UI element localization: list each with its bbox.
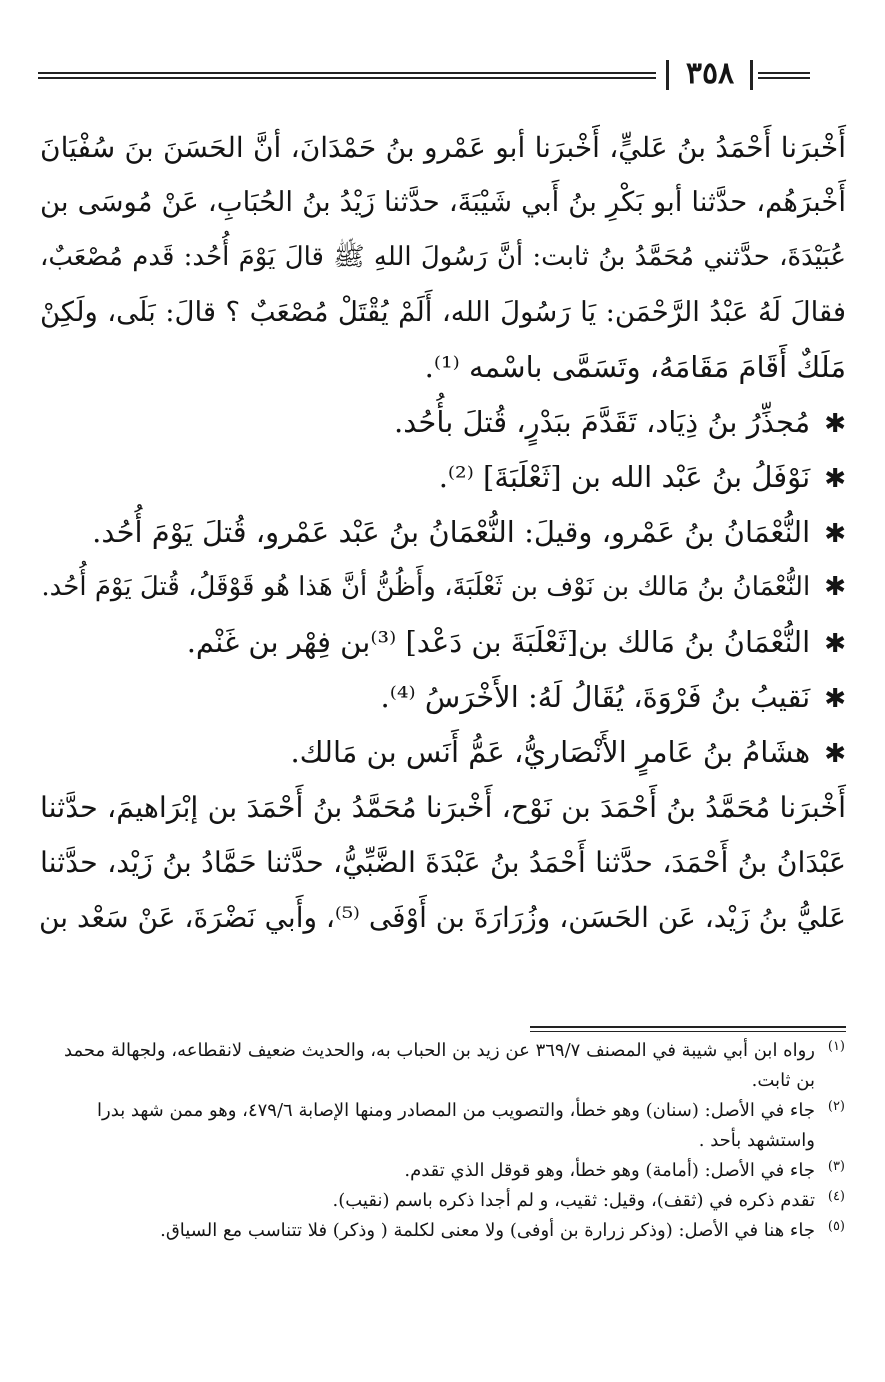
bulleted-entry [40, 560, 846, 615]
bulleted-entry [40, 395, 846, 450]
line-text: النُّعْمَانُ بنُ مَالك بن نَوْف بن ثَعْلَبَةَ، وأَظُنُّ أنَّ هَذا هُو قَوْقَلُ، قُتلَ يَوْمَ أُحُد. [41, 572, 811, 602]
asterisk-bullet-icon: ✱ [824, 629, 846, 659]
line-text: النُّعْمَانُ بنُ مَالك بن[ثَعْلَبَةَ بن دَعْد] ⁽³⁾بن فِهْر بن غَنْم. [186, 625, 811, 659]
text-line [40, 285, 846, 340]
footnote [40, 1036, 845, 1096]
footnote-number: (١) [827, 1039, 845, 1054]
bulleted-entry [40, 615, 846, 670]
text-line [40, 780, 846, 835]
footnote-text: جاء في الأصل: (أمامة) وهو خطأ، وهو قوقل الذي تقدم. [404, 1160, 815, 1181]
asterisk-bullet-icon: ✱ [824, 409, 846, 439]
asterisk-bullet-icon: ✱ [824, 684, 846, 714]
line-text: أَخْبرَهُم، حدَّثنا أبو بَكْرِ بنُ أَبي شَيْبَةَ، حدَّثنا زَيْدُ بنُ الحُبَابِ، عَنْ مُوسَى بن [40, 186, 846, 218]
line-text: عَبْدَانُ بنُ أَحْمَدَ، حدَّثنا أَحْمَدُ بنُ عَبْدَةَ الضَّبِّيُّ، حدَّثنا حَمَّادُ بنُ زَيْد، حدَّثنا [40, 846, 846, 879]
line-text: النُّعْمَانُ بنُ عَمْرو، وقيلَ: النُّعْمَانُ بنُ عَبْد عَمْرو، قُتلَ يَوْمَ أُحُد. [92, 515, 811, 549]
footnote-number: (٤) [827, 1189, 845, 1204]
line-text: نَوْفَلُ بنُ عَبْد الله بن [ثَعْلَبَةَ] ⁽²⁾. [438, 460, 811, 494]
footnote-separator [530, 1026, 846, 1032]
line-text: عَليُّ بنُ زَيْد، عَن الحَسَن، وزُرَارَةَ بن أَوْفَى ⁽⁵⁾، وأَبي نَضْرَةَ، عَنْ سَعْد بن [38, 901, 846, 934]
asterisk-bullet-icon: ✱ [824, 519, 846, 549]
line-text: مُجذِّرُ بنُ ذِيَاد، تَقَدَّمَ ببَدْرٍ، قُتلَ بأُحُد. [393, 405, 811, 439]
page-number: ٣٥٨ [685, 56, 735, 91]
text-line [40, 230, 846, 285]
bulleted-entry [40, 505, 846, 560]
header-tick-right [750, 60, 753, 90]
bulleted-entry [40, 725, 846, 780]
line-text: فقالَ لَهُ عَبْدُ الرَّحْمَن: يَا رَسُولَ الله، أَلَمْ يُقْتَلْ مُصْعَبٌ ؟ قالَ: بَلَى، ولَكِنْ [40, 296, 846, 328]
footnote-number: (٥) [827, 1219, 845, 1234]
footnote [40, 1216, 845, 1246]
line-text: أَخْبرَنا مُحَمَّدُ بنُ أَحْمَدَ بن نَوْح، أَخْبرَنا مُحَمَّدُ بنُ أَحْمَدَ بن إبْرَاهيمَ، حدَّثنا [40, 791, 846, 824]
line-text: نَقيبُ بنُ فَرْوَةَ، يُقَالُ لَهُ: الأَخْرَسُ ⁽⁴⁾. [380, 680, 811, 714]
bulleted-entry [40, 670, 846, 725]
line-text: أَخْبرَنا أَحْمَدُ بنُ عَليٍّ، أَخْبرَنا أبو عَمْرو بنُ حَمْدَانَ، أنَّ الحَسَنَ بنَ سُفْيَانَ [40, 131, 846, 164]
header-tick-left [666, 60, 669, 90]
bulleted-entry [40, 450, 846, 505]
header-rule-right [758, 72, 810, 79]
text-line [40, 175, 846, 230]
asterisk-bullet-icon: ✱ [824, 572, 846, 602]
footnote-text: جاء في الأصل: (سنان) وهو خطأ، والتصويب من المصادر ومنها الإصابة ٤٧٩/٦، وهو ممن شهد بدرا واستشهد بأحد . [97, 1100, 815, 1151]
footnotes [40, 1036, 845, 1246]
text-line [40, 340, 846, 395]
main-text [40, 120, 846, 945]
asterisk-bullet-icon: ✱ [824, 464, 846, 494]
line-text: هشَامُ بنُ عَامرٍ الأَنْصَاريُّ، عَمُّ أَنَس بن مَالك. [290, 735, 811, 769]
text-line [40, 835, 846, 890]
footnote [40, 1186, 845, 1216]
text-line [40, 120, 846, 175]
footnote-text: تقدم ذكره في (ثقف)، وقيل: ثقيب، و لم أجدا ذكره باسم (نقيب). [332, 1190, 815, 1211]
asterisk-bullet-icon: ✱ [824, 739, 846, 769]
footnote-text: رواه ابن أبي شيبة في المصنف ٣٦٩/٧ عن زيد بن الحباب به، والحديث ضعيف لانقطاعه، ولجهالة محمد بن ثابت. [64, 1040, 815, 1091]
line-text: عُبَيْدَةَ، حدَّثني مُحَمَّدُ بنُ ثابت: أنَّ رَسُولَ اللهِ ﷺ قالَ يَوْمَ أُحُد: قَدم مُصْعَبٌ، [40, 242, 846, 272]
footnote [40, 1096, 845, 1156]
footnote [40, 1156, 845, 1186]
footnote-text: جاء هنا في الأصل: (وذكر زرارة بن أوفى) ولا معنى لكلمة ( وذكر) فلا تتناسب مع السياق. [160, 1220, 815, 1241]
line-text: مَلَكٌ أَقَامَ مَقَامَهُ، وتَسَمَّى باسْمه ⁽¹⁾. [424, 350, 846, 384]
footnote-number: (٢) [827, 1099, 845, 1114]
footnote-number: (٣) [827, 1159, 845, 1174]
text-line [40, 890, 846, 945]
page-header [38, 58, 810, 98]
header-rule-left [38, 72, 656, 79]
